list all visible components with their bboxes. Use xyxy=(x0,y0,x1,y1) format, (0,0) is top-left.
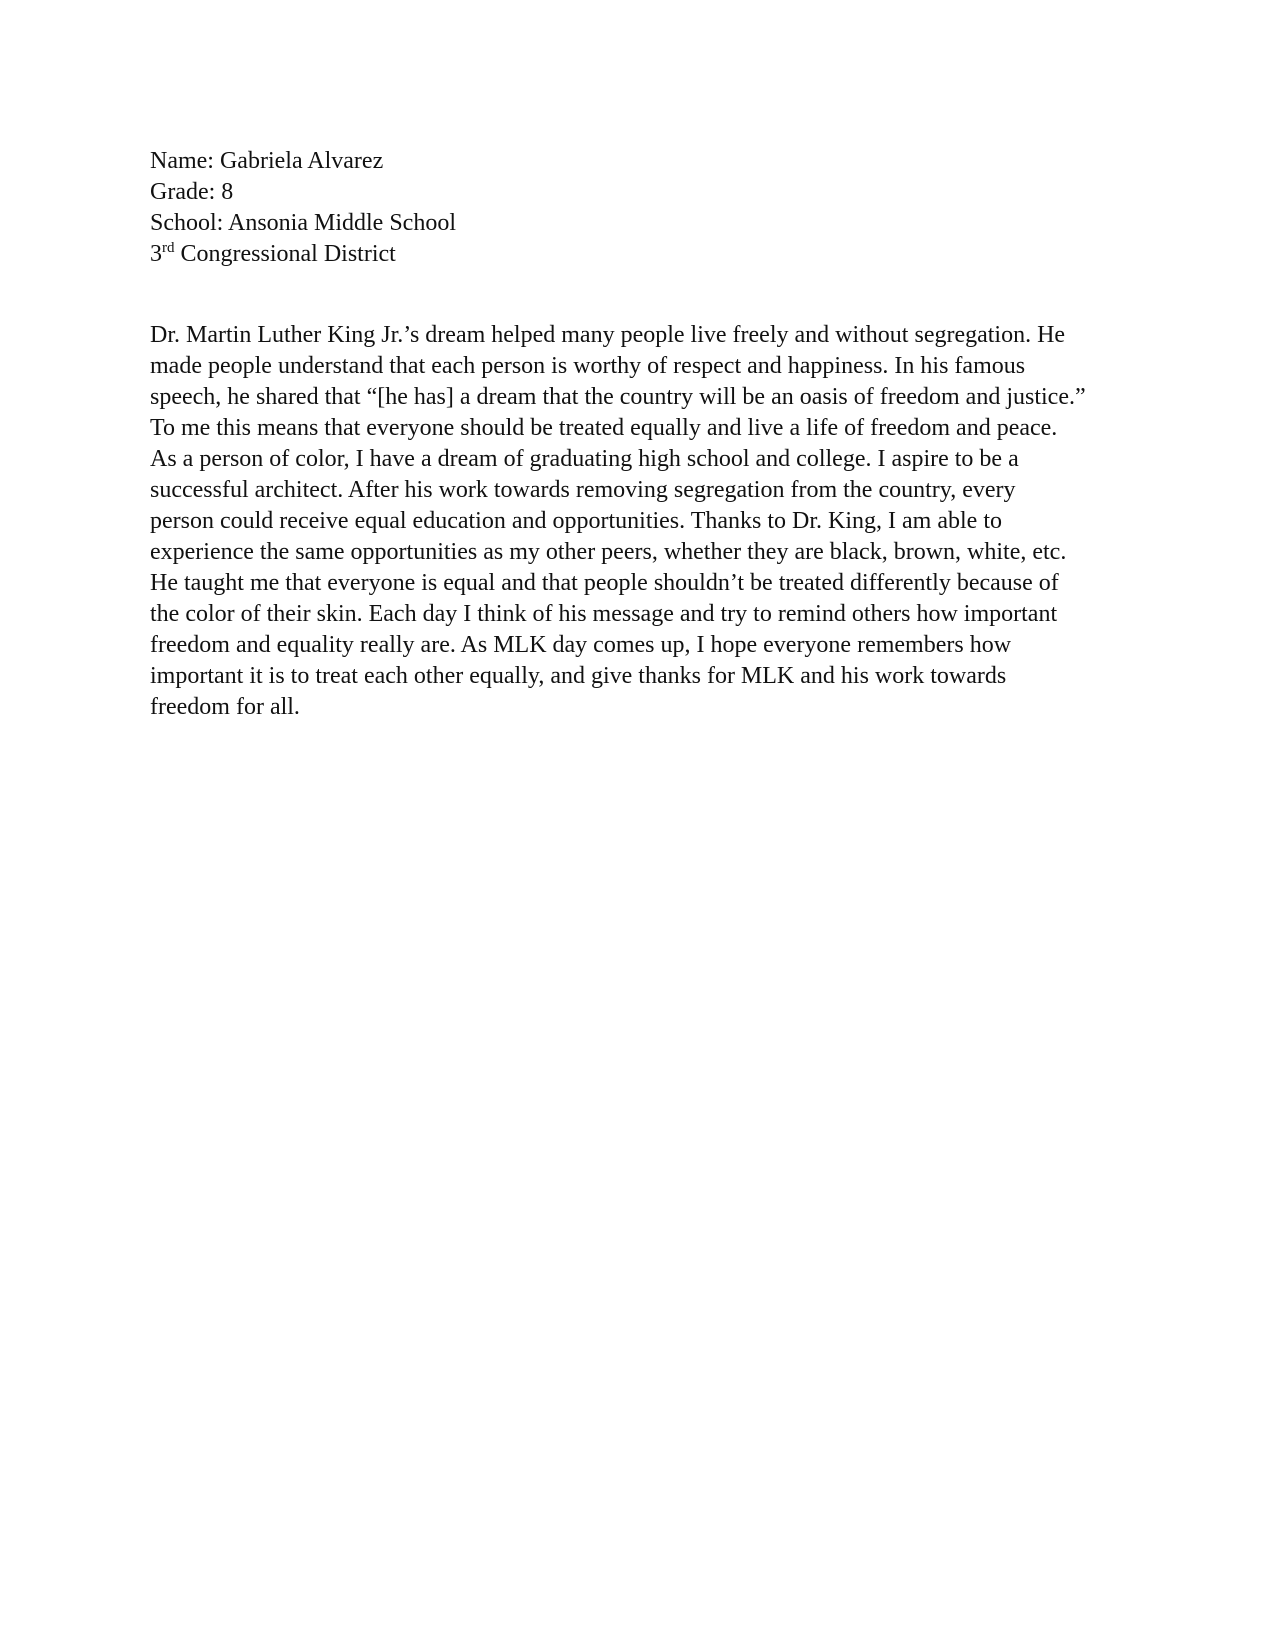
student-school: School: Ansonia Middle School xyxy=(150,210,456,236)
essay-line: successful architect. After his work towards removing segregation from the country, every xyxy=(150,477,1016,503)
congressional-district xyxy=(150,239,1110,270)
student-info-header xyxy=(150,146,1110,270)
essay-line: As a person of color, I have a dream of graduating high school and college. I aspire to be a xyxy=(150,446,1019,472)
essay-line: experience the same opportunities as my other peers, whether they are black, brown, white, etc. xyxy=(150,539,1067,565)
essay-line: speech, he shared that “[he has] a dream that the country will be an oasis of freedom and justice.” xyxy=(150,384,1086,410)
essay-line: Dr. Martin Luther King Jr.’s dream helped many people live freely and without segregation. He xyxy=(150,322,1066,348)
essay-line: To me this means that everyone should be treated equally and live a life of freedom and peace. xyxy=(150,415,1058,441)
essay-line: freedom for all. xyxy=(150,694,300,720)
essay-body xyxy=(150,320,1140,723)
essay-line: important it is to treat each other equally, and give thanks for MLK and his work towards xyxy=(150,663,1007,689)
district-label: Congressional District xyxy=(174,241,396,267)
district-number: 3 xyxy=(150,241,162,267)
essay-line: person could receive equal education and opportunities. Thanks to Dr. King, I am able to xyxy=(150,508,1002,534)
student-name: Name: Gabriela Alvarez xyxy=(150,148,384,174)
district-ordinal-suffix: rd xyxy=(162,240,175,256)
essay-line: the color of their skin. Each day I think of his message and try to remind others how important xyxy=(150,601,1058,627)
student-grade: Grade: 8 xyxy=(150,179,234,205)
essay-line: He taught me that everyone is equal and that people shouldn’t be treated differently because of xyxy=(150,570,1059,596)
essay-line: freedom and equality really are. As MLK day comes up, I hope everyone remembers how xyxy=(150,632,1012,658)
essay-line: made people understand that each person is worthy of respect and happiness. In his famous xyxy=(150,353,1026,379)
